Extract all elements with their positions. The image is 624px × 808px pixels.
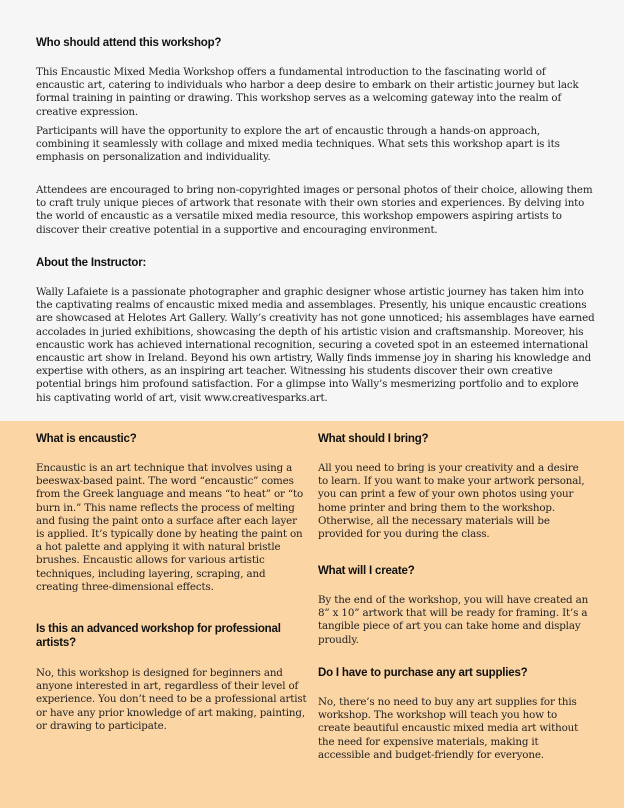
- faq-advanced-workshop-answer: No, this workshop is designed for beginners and anyone interested in art, regardless of their level of experience. You don’t need to be a professional artist or have any prior knowledge of art making, painting, or drawing to participate.: [36, 667, 307, 732]
- faq-art-supplies-answer: No, there’s no need to buy any art supplies for this workshop. The workshop will teach you how to create beautiful encaustic mixed media art without the need for expensive materials, making it accessible and budget-friendly for everyone.: [318, 696, 579, 761]
- faq-what-is-encaustic-heading: What is encaustic?: [36, 433, 137, 445]
- faq-what-to-bring-heading: What should I bring?: [318, 433, 429, 445]
- faq-what-is-encaustic-answer: Encaustic is an art technique that involves using a beeswax-based paint. The word “encaustic” comes from the Greek language and means “to heat” or “to burn in.” This name reflects the process of melting and fusing the paint onto a surface after each layer is applied. It’s typically done by heating the paint on a hot palette and applying it with natural bristle brushes. Encaustic allows for various artistic techniques, including layering, scraping, and creating three-dimensional effects.: [36, 462, 304, 593]
- who-paragraph-3: Attendees are encouraged to bring non-copyrighted images or personal photos of their choice, allowing them to craft truly unique pieces of artwork that resonate with their own stories and experiences. By delving into the world of encaustic as a versatile mixed media resource, this workshop empowers aspiring artists to discover their creative potential in a supportive and encouraging environment.: [36, 184, 593, 236]
- faq-what-to-bring-answer: All you need to bring is your creativity and a desire to learn. If you want to make your artwork personal, you can print a few of your own photos using your home printer and bring them to the workshop. Otherwise, all the necessary materials will be provided for you during the class.: [318, 462, 585, 541]
- who-should-attend-heading: Who should attend this workshop?: [36, 37, 222, 49]
- faq-what-will-i-create-heading: What will I create?: [318, 565, 415, 577]
- instructor-bio: Wally Lafaiete is a passionate photographer and graphic designer whose artistic journey has taken him into the captivating realms of encaustic mixed media and assemblages. Presently, his unique encaustic creations are showcased at Helotes Art Gallery. Wally’s creativity has not gone unnoticed; his assemblages have earned accolades in juried exhibitions, showcasing the depth of his artistic vision and craftsmanship. Moreover, his encaustic work has achieved international recognition, securing a coveted spot in an esteemed international encaustic art show in Ireland. Beyond his own artistry, Wally finds immense joy in sharing his knowledge and expertise with others, as an inspiring art teacher. Witnessing his students discover their own creative potential brings him profound satisfaction. For a glimpse into Wally’s mesmerizing portfolio and to explore his captivating world of art, visit www.creativesparks.art.: [36, 286, 595, 404]
- who-paragraph-1: This Encaustic Mixed Media Workshop offers a fundamental introduction to the fascinating world of encaustic art, catering to individuals who harbor a deep desire to embark on their artistic journey but lack formal training in painting or drawing. This workshop serves as a welcoming gateway into the realm of creative expression.: [36, 66, 579, 118]
- faq-what-will-i-create-answer: By the end of the workshop, you will have created an 8” x 10” artwork that will be ready for framing. It’s a tangible piece of art you can take home and display proudly.: [318, 594, 589, 646]
- about-instructor-heading: About the Instructor:: [36, 257, 147, 269]
- faq-advanced-workshop-heading: Is this an advanced workshop for professional artists?: [36, 623, 281, 649]
- who-paragraph-2: Participants will have the opportunity to explore the art of encaustic through a hands-on approach, combining it seamlessly with collage and mixed media techniques. What sets this workshop apart is its emphasis on personalization and individuality.: [36, 125, 560, 164]
- faq-art-supplies-heading: Do I have to purchase any art supplies?: [318, 667, 528, 679]
